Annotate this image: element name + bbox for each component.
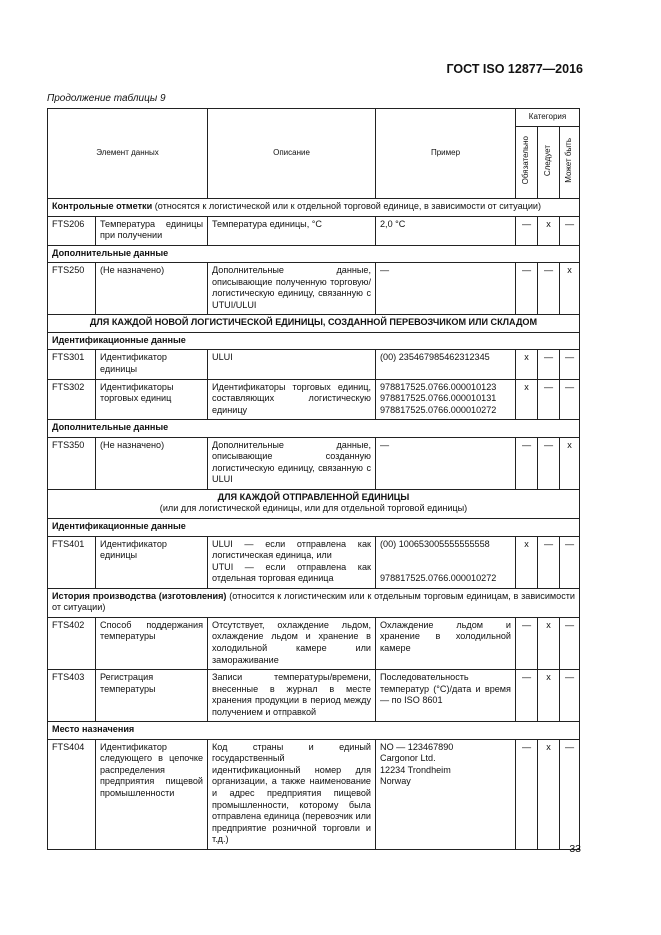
row-cat-should: — [538,379,560,420]
row-description: Отсутствует, охлаждение льдом, охлаждение льдом и хранение в холодильной камере или замораживание [208,617,376,669]
row-element: Температура единицы при получении [96,216,208,245]
row-cat-may: — [560,350,580,379]
example-line: 978817525.0766.000010131 [380,393,497,404]
row-cat-should: — [538,350,560,379]
section-row [48,420,580,438]
example-line: 12234 Trondheim [380,764,451,775]
header-row [48,109,580,127]
description-line: ULUI — если отправлена как логистическая единица, или [212,538,371,561]
row-cat-should: x [538,739,560,849]
row-example: — [376,263,516,315]
section-row [48,519,580,537]
example-line: Norway [380,776,411,787]
major-section-row [48,489,580,518]
row-cat-mandatory: — [516,617,538,669]
row-cat-should: — [538,437,560,489]
col-description-header: Описание [208,109,376,199]
row-description: Идентификаторы торговых единиц, составляющих логистическую единицу [208,379,376,420]
row-cat-may: x [560,437,580,489]
row-example: 2,0 °C [376,216,516,245]
section-subtitle: (или для логистической единицы, или для отдельной торговой единицы) [159,503,468,514]
row-cat-may: — [560,216,580,245]
row-element: Идентификатор единицы [96,536,208,588]
row-code: FTS302 [48,379,96,420]
section-title: ДЛЯ КАЖДОЙ ОТПРАВЛЕННОЙ ЕДИНИЦЫ [217,491,410,502]
row-description: Дополнительные данные, описывающие полученную торговую/логистическую единицу, связанную с UTUI/ULUI [208,263,376,315]
section-identification-data: Идентификационные данные [48,519,580,537]
row-code: FTS401 [48,536,96,588]
cat-should-header [538,127,560,199]
row-description: Температура единицы, °C [208,216,376,245]
section-control-marks [48,199,580,217]
example-line: (00) 100653005555555558 [380,538,490,549]
table-row [48,617,580,669]
col-example-header: Пример [376,109,516,199]
table-row [48,536,580,588]
row-cat-may: — [560,670,580,722]
table-row [48,670,580,722]
row-cat-mandatory: — [516,263,538,315]
row-description: Дополнительные данные, описывающие созданную логистическую единицу, связанную с ULUI [208,437,376,489]
row-cat-should: x [538,670,560,722]
row-cat-mandatory: — [516,437,538,489]
row-cat-mandatory: — [516,739,538,849]
row-code: FTS250 [48,263,96,315]
section-additional-data: Дополнительные данные [48,245,580,263]
section-identification-data: Идентификационные данные [48,332,580,350]
table-row [48,263,580,315]
row-cat-may: — [560,379,580,420]
section-production-history [48,588,580,617]
section-additional-data: Дополнительные данные [48,420,580,438]
row-cat-mandatory: x [516,350,538,379]
row-description [208,536,376,588]
example-line: 978817525.0766.000010123 [380,381,497,392]
cat-should-label: Следует [543,144,553,176]
row-example [376,536,516,588]
row-example: — [376,437,516,489]
row-example: Охлаждение льдом и хранение в холодильной камере [376,617,516,669]
col-element-header: Элемент данных [48,109,208,199]
section-row [48,199,580,217]
row-cat-may: — [560,536,580,588]
row-code: FTS404 [48,739,96,849]
cat-mandatory-header [516,127,538,199]
section-title: История производства (изготовления) [52,590,227,601]
description-line: UTUI — если отправлена как отдельная торговая единица [212,561,371,584]
row-element: (Не назначено) [96,437,208,489]
row-description: Код страны и единый государственный идентификационный номер для организации, а также наименование и адрес предприятия пищевой промышленности, которому была отправлена единица (перевозчик или предприятие розничной торговли и т.д.) [208,739,376,849]
row-element: (Не назначено) [96,263,208,315]
row-cat-may: — [560,739,580,849]
cat-may-label: Может быть [564,138,574,183]
row-cat-should: — [538,536,560,588]
row-example: Последовательность температур (°C)/дата и время — по ISO 8601 [376,670,516,722]
cat-may-header [560,127,580,199]
example-line: 978817525.0766.000010272 [380,404,497,415]
row-cat-may: x [560,263,580,315]
section-title: Контрольные отметки [52,201,153,211]
section-row [48,332,580,350]
row-cat-mandatory: — [516,216,538,245]
section-row [48,245,580,263]
example-line: Cargonor Ltd. [380,753,436,764]
table-row [48,739,580,849]
major-section-row [48,315,580,333]
row-example [376,739,516,849]
row-cat-mandatory: x [516,379,538,420]
row-code: FTS402 [48,617,96,669]
section-sent-unit [48,489,580,518]
section-row [48,722,580,740]
table-row [48,350,580,379]
row-code: FTS403 [48,670,96,722]
row-code: FTS350 [48,437,96,489]
section-destination: Место назначения [48,722,580,740]
standard-number: ГОСТ ISO 12877—2016 [446,62,583,76]
col-category-header: Категория [516,109,580,127]
row-cat-should: x [538,617,560,669]
row-cat-should: — [538,263,560,315]
table-row [48,216,580,245]
row-code: FTS301 [48,350,96,379]
table-row [48,437,580,489]
section-row [48,588,580,617]
row-element: Способ поддержания температуры [96,617,208,669]
page-number: 33 [569,843,581,855]
section-note: (относятся к логистической или к отдельной торговой единице, в зависимости от ситуации) [152,201,542,211]
section-new-logistic-unit: ДЛЯ КАЖДОЙ НОВОЙ ЛОГИСТИЧЕСКОЙ ЕДИНИЦЫ, СОЗДАННОЙ ПЕРЕВОЗЧИКОМ ИЛИ СКЛАДОМ [48,315,580,333]
row-element: Идентификатор следующего в цепочке распределения предприятия пищевой промышленности [96,739,208,849]
table-row [48,379,580,420]
row-description: ULUI [208,350,376,379]
table-continuation-caption: Продолжение таблицы 9 [47,93,166,104]
row-example [376,379,516,420]
example-line: 978817525.0766.000010272 [380,572,497,583]
row-cat-may: — [560,617,580,669]
row-description: Записи температуры/времени, внесенные в журнал в месте хранения продукции в период между получением и отправкой [208,670,376,722]
row-cat-mandatory: — [516,670,538,722]
row-element: Идентификаторы торговых единиц [96,379,208,420]
row-example: (00) 235467985462312345 [376,350,516,379]
row-cat-should: x [538,216,560,245]
cat-mandatory-label: Обязательно [521,136,531,185]
row-cat-mandatory: x [516,536,538,588]
row-element: Регистрация температуры [96,670,208,722]
row-element: Идентификатор единицы [96,350,208,379]
section-note: (относится к логистическим или к отдельным торговым единицам, в зависимости от ситуации) [52,590,575,613]
data-elements-table [47,108,580,850]
row-code: FTS206 [48,216,96,245]
example-line: NO — 123467890 [380,741,454,752]
